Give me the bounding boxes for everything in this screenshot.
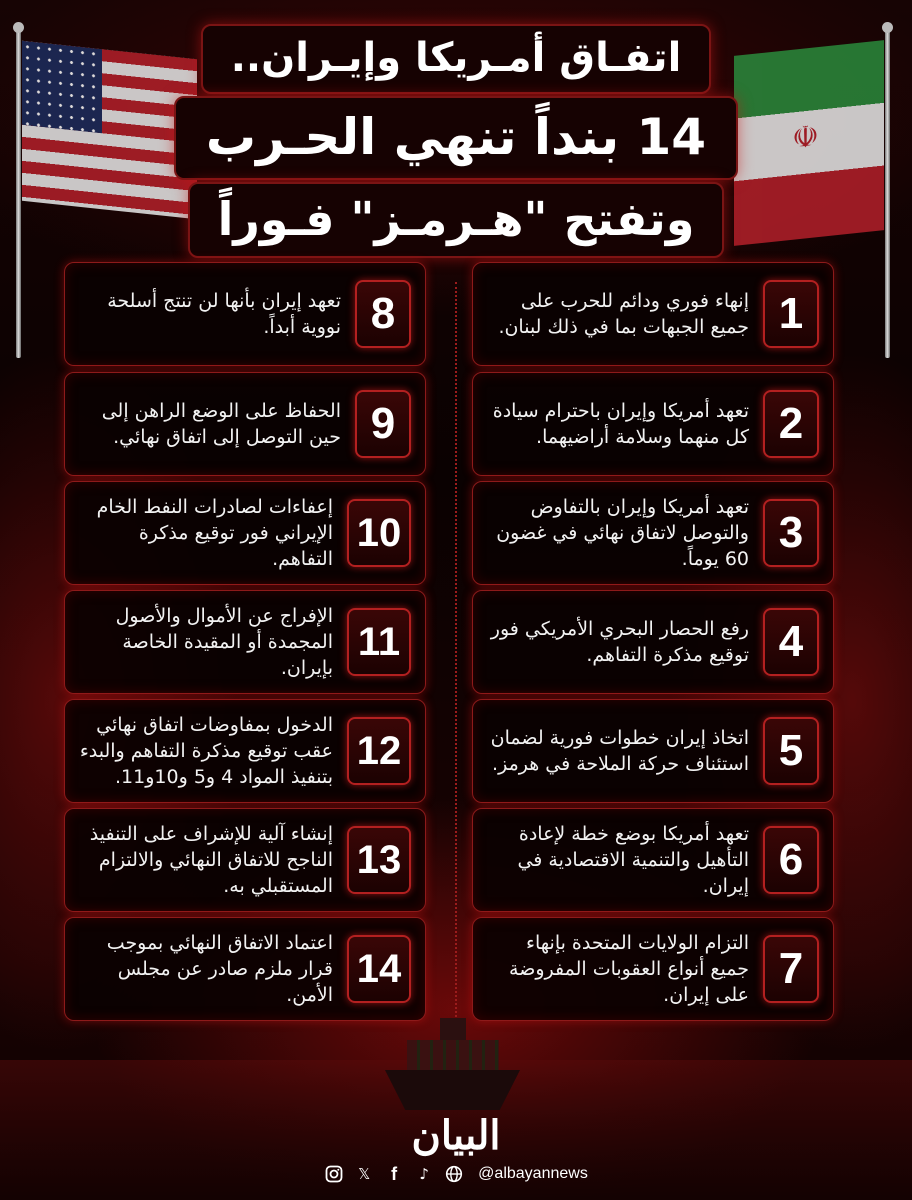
clause-item [472,262,834,366]
clause-text: تعهد إيران بأنها لن تنتج أسلحة نووية أبداً. [107,289,341,338]
x-icon[interactable]: 𝕏 [358,1165,371,1183]
clause-text: تعهد أمريكا وإيران باحترام سيادة كل منهما وسلامة أراضيهما. [492,399,749,448]
clause-text: إنشاء آلية للإشراف على التنفيذ الناجح للاتفاق النهائي والالتزام المستقبلي به. [89,822,333,898]
headline-line-1: اتفـاق أمـريكا وإيـران.. [201,24,712,94]
clause-number: 2 [763,390,819,458]
headline-line-3: وتفتح "هـرمـز" فـوراً [188,182,725,258]
clause-text: تعهد أمريكا بوضع خطة لإعادة التأهيل والتنمية الاقتصادية في إيران. [517,822,749,898]
clause-item [64,481,426,585]
clause-text: تعهد أمريكا وإيران بالتفاوض والتوصل لاتفاق نهائي في غضون 60 يوماً. [496,495,749,571]
headline-line-2: 14 بنداً تنهي الحـرب [174,96,738,180]
clause-number: 11 [347,608,411,676]
social-handle[interactable]: @albayannews [478,1165,588,1182]
headline [0,24,912,258]
iran-flag-icon: ☫ [734,40,884,246]
clause-number: 6 [763,826,819,894]
clause-text: الدخول بمفاوضات اتفاق نهائي عقب توقيع مذكرة التفاهم والبدء بتنفيذ المواد 4 و5 و10و11. [79,713,333,789]
cargo-ship-icon [385,1015,520,1110]
clause-text: إنهاء فوري ودائم للحرب على جميع الجبهات بما في ذلك لبنان. [498,289,749,338]
clause-number: 14 [347,935,411,1003]
clause-number: 13 [347,826,411,894]
facebook-icon[interactable]: f [391,1163,398,1184]
clause-number: 7 [763,935,819,1003]
clause-number: 4 [763,608,819,676]
clause-number: 12 [347,717,411,785]
clause-item [472,372,834,476]
clause-item [64,699,426,803]
clause-number: 3 [763,499,819,567]
clause-number: 9 [355,390,411,458]
clause-item [472,808,834,912]
clause-number: 1 [763,280,819,348]
clause-text: رفع الحصار البحري الأمريكي فور توقيع مذكرة التفاهم. [490,617,749,666]
clause-item [64,590,426,694]
clause-text: إعفاءات لصادرات النفط الخام الإيراني فور توقيع مذكرة التفاهم. [96,495,333,571]
clause-item [64,808,426,912]
clause-item [64,262,426,366]
clause-number: 8 [355,280,411,348]
globe-icon[interactable] [444,1164,464,1184]
clause-item [472,699,834,803]
clause-item [64,917,426,1021]
clause-item [472,917,834,1021]
clause-item [64,372,426,476]
albayan-logo: البيان [411,1112,501,1159]
clause-text: التزام الولايات المتحدة بإنهاء جميع أنواع العقوبات المفروضة على إيران. [509,931,749,1007]
clause-number: 10 [347,499,411,567]
column-divider [455,282,457,1017]
clause-text: اعتماد الاتفاق النهائي بموجب قرار ملزم صادر عن مجلس الأمن. [106,931,333,1007]
clause-number: 5 [763,717,819,785]
clause-text: الإفراج عن الأموال والأصول المجمدة أو المقيدة الخاصة بإيران. [115,604,333,680]
clause-text: الحفاظ على الوضع الراهن إلى حين التوصل إلى اتفاق نهائي. [101,399,341,448]
tiktok-icon[interactable]: ♪ [419,1165,429,1183]
clause-text: اتخاذ إيران خطوات فورية لضمان استئناف حركة الملاحة في هرمز. [490,726,749,775]
clause-item [472,481,834,585]
instagram-icon[interactable] [324,1164,344,1184]
clause-item [472,590,834,694]
social-bar [0,1164,912,1184]
